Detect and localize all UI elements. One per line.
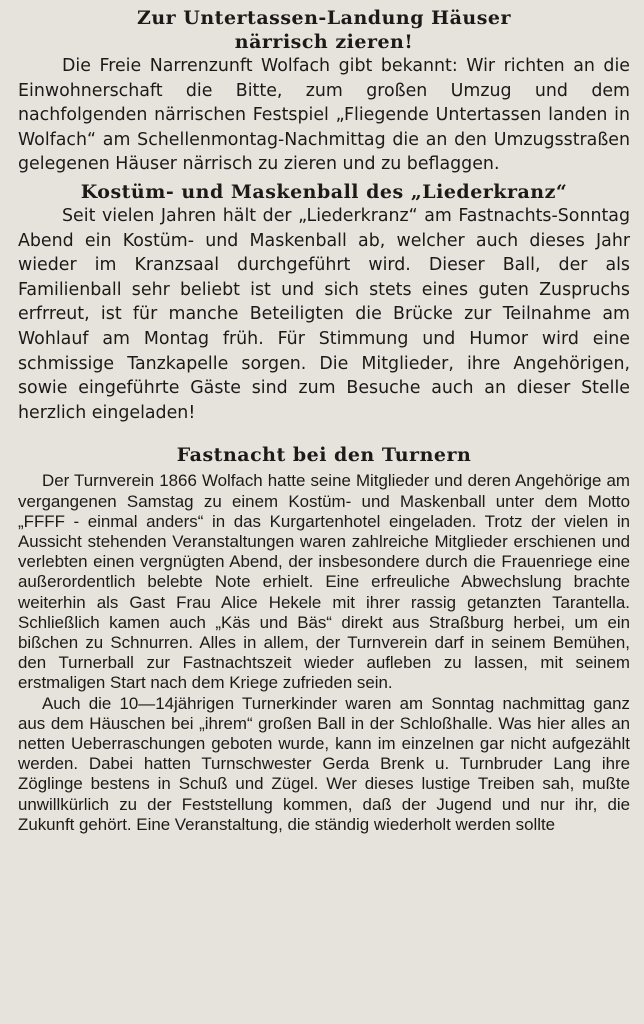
article-body: Seit vielen Jahren hält der „Liederkranz“ am Fastnachts-Sonntag Abend ein Kostüm- und Maskenball ab, welcher auch dieses Jahr wieder im Kranzsaal durchgeführt wird. Dieser Ball, der als Familienball sehr beliebt ist und sich stets eines guten Zuspruchs erfrreut, ist für manche Beteiligten die Brücke zur Teilnahme am Wohlauf am Montag früh. Für Stimmung und Humor wird eine schmissige Tanzkapelle sorgen. Die Mitglieder, ihre Angehörigen, sowie eingeführte Gäste sind zum Besuche auch an dieser Stelle herzlich eingeladen!	[18, 205, 630, 423]
article-paragraph: Auch die 10—14jährigen Turnerkinder waren am Sonntag nachmittag ganz aus dem Häuschen bei „ihrem“ großen Ball in der Schloßhalle. Was hier alles an netten Ueberraschungen geboten wurde, kann im einzelnen gar nicht aufgezählt werden. Dabei hatten Turnschwester Gerda Brenk u. Turnbruder Lang ihre Zöglinge bestens in Schuß und Zügel. Wer dieses lustige Treiben sah, mußte unwillkürlich zu der Feststellung kommen, daß der Jugend und nur ihr, die Zukunft gehört. Eine Veranstaltung, die ständig wiederholt werden sollte	[18, 693, 630, 834]
article-heading: Fastnacht bei den Turnern	[176, 444, 472, 467]
article-untertassen-landung	[18, 6, 630, 177]
article-heading: Zur Untertassen-Landung Häuser	[136, 7, 511, 29]
article-heading-continued: närrisch zieren!	[234, 31, 414, 53]
article-body: Die Freie Narrenzunft Wolfach gibt bekannt: Wir richten an die Einwohnerschaft die Bitte, zum großen Umzug und dem nachfolgenden närrischen Festspiel „Fliegende Untertassen landen in Wolfach“ am Schellenmontag-Nachmittag die an den Umzugsstraßen gelegenen Häuser närrisch zu zieren und zu beflaggen.	[18, 56, 630, 175]
article-liederkranz-maskenball	[18, 180, 630, 425]
article-paragraph: Der Turnverein 1866 Wolfach hatte seine Mitglieder und deren Angehörige am vergangenen Samstag zu einem Kostüm- und Maskenball unter dem Motto „FFFF - einmal anders“ in das Kurgartenhotel eingeladen. Trotz der vielen in Aussicht stehenden Veranstaltungen waren zahlreiche Mitglieder erschienen und verlebten einen vergnügten Abend, der insbesondere durch die Frauenriege eine außerordentlich belebte Note erhielt. Eine erfreuliche Abwechslung brachte weiterhin als Gast Frau Alice Hekele mit ihrer rassig getanzten Tarantella. Schließlich kamen auch „Käs und Bäs“ direkt aus Straßburg herbei, um ein bißchen zu Schnurren. Alles in allem, der Turnverein darf in seinem Bemühen, den Turnerball zur Fastnachtszeit wieder aufleben zu lassen, mit seinem erstmaligen Start nach dem Kriege zufrieden sein.	[18, 471, 630, 693]
article-heading: Kostüm- und Maskenball des „Liederkranz“	[80, 180, 568, 203]
article-fastnacht-turner	[18, 443, 630, 835]
